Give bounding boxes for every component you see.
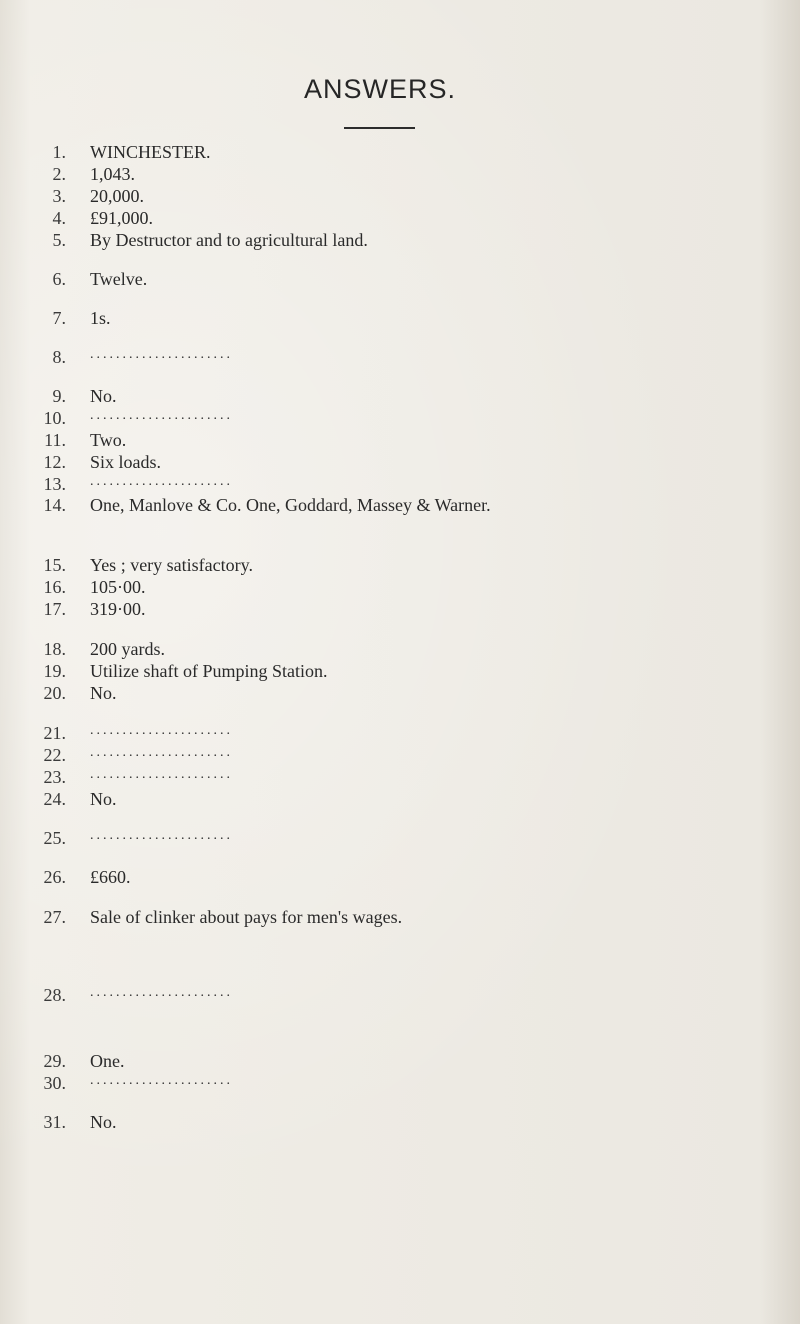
answer-number: 26. bbox=[43, 867, 66, 887]
answer-number: 27. bbox=[43, 907, 66, 927]
answer-number: 23. bbox=[43, 767, 66, 787]
answer-number: 13. bbox=[43, 474, 66, 494]
answer-text: 105·00. bbox=[90, 577, 146, 597]
answer-number: 6. bbox=[52, 269, 66, 289]
answer-blank: ...................... bbox=[90, 767, 233, 782]
answer-number: 1. bbox=[52, 142, 66, 162]
answer-number: 28. bbox=[43, 985, 66, 1005]
answer-text: Twelve. bbox=[90, 269, 148, 289]
page-title: ANSWERS. bbox=[303, 74, 457, 104]
answer-text: WINCHESTER. bbox=[90, 142, 211, 162]
answer-text: Two. bbox=[90, 430, 127, 450]
answer-text: No. bbox=[90, 386, 117, 406]
answer-blank: ...................... bbox=[90, 985, 233, 1000]
answer-number: 11. bbox=[44, 430, 66, 450]
answer-number: 15. bbox=[43, 555, 66, 575]
answer-number: 12. bbox=[43, 452, 66, 472]
answer-number: 20. bbox=[43, 683, 66, 703]
answer-text: By Destructor and to agricultural land. bbox=[90, 230, 368, 250]
answer-number: 30. bbox=[43, 1073, 66, 1093]
answer-number: 14. bbox=[43, 495, 66, 515]
answer-text: Yes ; very satisfactory. bbox=[90, 555, 253, 575]
answer-text: 1s. bbox=[90, 308, 111, 328]
answer-text: 20,000. bbox=[90, 186, 144, 206]
answer-number: 25. bbox=[43, 828, 66, 848]
answer-number: 31. bbox=[43, 1112, 66, 1132]
answer-number: 22. bbox=[43, 745, 66, 765]
answer-number: 18. bbox=[43, 639, 66, 659]
answer-text: 1,043. bbox=[90, 164, 135, 184]
answer-number: 17. bbox=[43, 599, 66, 619]
answer-number: 16. bbox=[43, 577, 66, 597]
answer-text: Utilize shaft of Pumping Station. bbox=[90, 661, 328, 681]
answer-text: 319·00. bbox=[90, 599, 146, 619]
answer-number: 2. bbox=[52, 164, 66, 184]
answer-number: 7. bbox=[52, 308, 66, 328]
title-rule bbox=[344, 127, 415, 129]
answer-text: Six loads. bbox=[90, 452, 162, 472]
answer-blank: ...................... bbox=[90, 828, 233, 843]
answer-text: One. bbox=[90, 1051, 125, 1071]
answer-number: 10. bbox=[43, 408, 66, 428]
answer-number: 9. bbox=[52, 386, 66, 406]
answer-blank: ...................... bbox=[90, 474, 233, 489]
answer-number: 3. bbox=[52, 186, 66, 206]
answer-number: 29. bbox=[43, 1051, 66, 1071]
answer-text: 200 yards. bbox=[90, 639, 165, 659]
answer-number: 19. bbox=[43, 661, 66, 681]
answer-text: No. bbox=[90, 683, 117, 703]
answer-text: No. bbox=[90, 1112, 117, 1132]
answer-blank: ...................... bbox=[90, 408, 233, 423]
answer-number: 5. bbox=[52, 230, 66, 250]
answer-text: £660. bbox=[90, 867, 131, 887]
answer-number: 4. bbox=[52, 208, 66, 228]
answer-blank: ...................... bbox=[90, 723, 233, 738]
answer-text: No. bbox=[90, 789, 117, 809]
answer-text: £91,000. bbox=[90, 208, 153, 228]
answer-blank: ...................... bbox=[90, 1073, 233, 1088]
answer-number: 8. bbox=[52, 347, 66, 367]
answer-blank: ...................... bbox=[90, 745, 233, 760]
answer-number: 24. bbox=[43, 789, 66, 809]
answer-number: 21. bbox=[43, 723, 66, 743]
answer-text: Sale of clinker about pays for men's wages. bbox=[90, 907, 403, 927]
answer-blank: ...................... bbox=[90, 347, 233, 362]
answer-text: One, Manlove & Co. One, Goddard, Massey & Warner. bbox=[90, 495, 491, 515]
